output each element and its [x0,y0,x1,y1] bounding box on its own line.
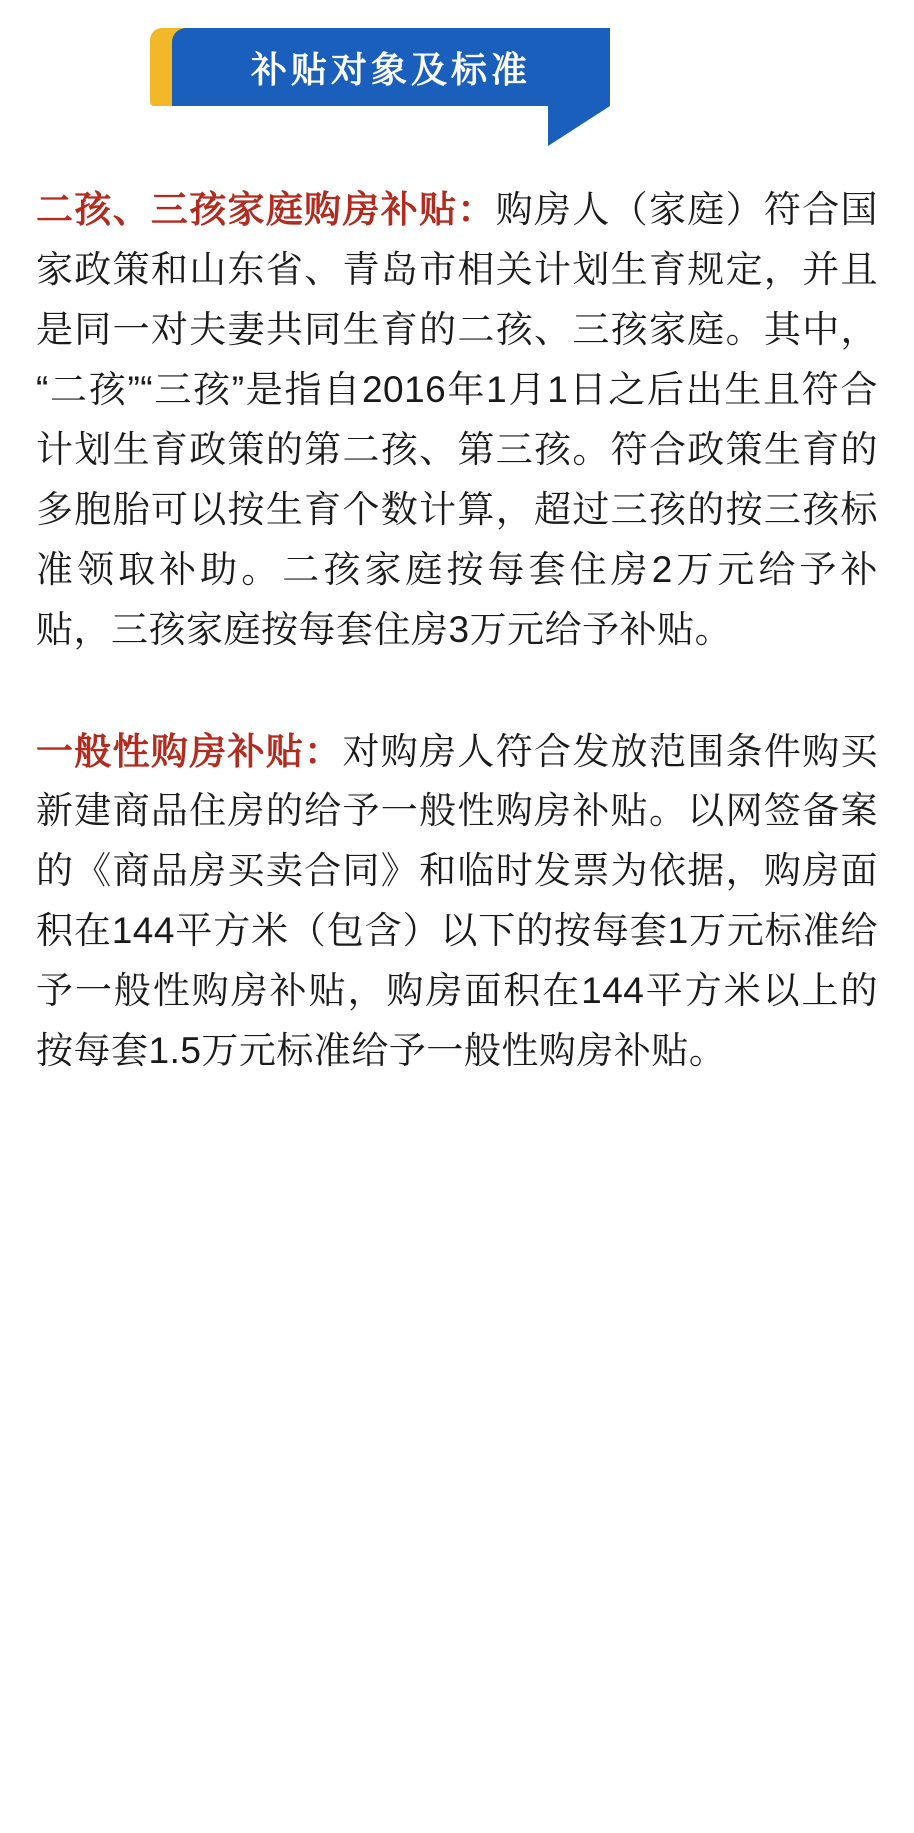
section-1-body: 购房人（家庭）符合国家政策和山东省、青岛市相关计划生育规定，并且是同一对夫妻共同生育的二孩、三孩家庭。其中，“二孩”“三孩”是指自2016年1月1日之后出生且符合计划生育政策的第二孩、第三孩。符合政策生育的多胞胎可以按生育个数计算，超过三孩的按三孩标准领取补助。二孩家庭按每套住房2万元给予补贴，三孩家庭按每套住房3万元给予补贴。 [36,189,879,650]
document-content [0,180,914,1081]
section-1-lead: 二孩、三孩家庭购房补贴： [36,189,496,230]
section-paragraph-2 [36,722,878,1082]
banner-shape [150,28,610,106]
section-2-lead: 一般性购房补贴： [36,730,343,772]
section-2-body: 对购房人符合发放范围条件购买新建商品住房的给予一般性购房补贴。以网签备案的《商品房买卖合同》和临时发票为依据，购房面积在144平方米（包含）以下的按每套1万元标准给予一般性购房补贴，购房面积在144平方米以上的按每套1.5万元标准给予一般性购房补贴。 [36,730,879,1072]
banner-header [0,0,914,180]
section-paragraph-1 [36,180,878,660]
banner-blue-tail [548,106,610,146]
page-title: 补贴对象及标准 [250,48,531,90]
